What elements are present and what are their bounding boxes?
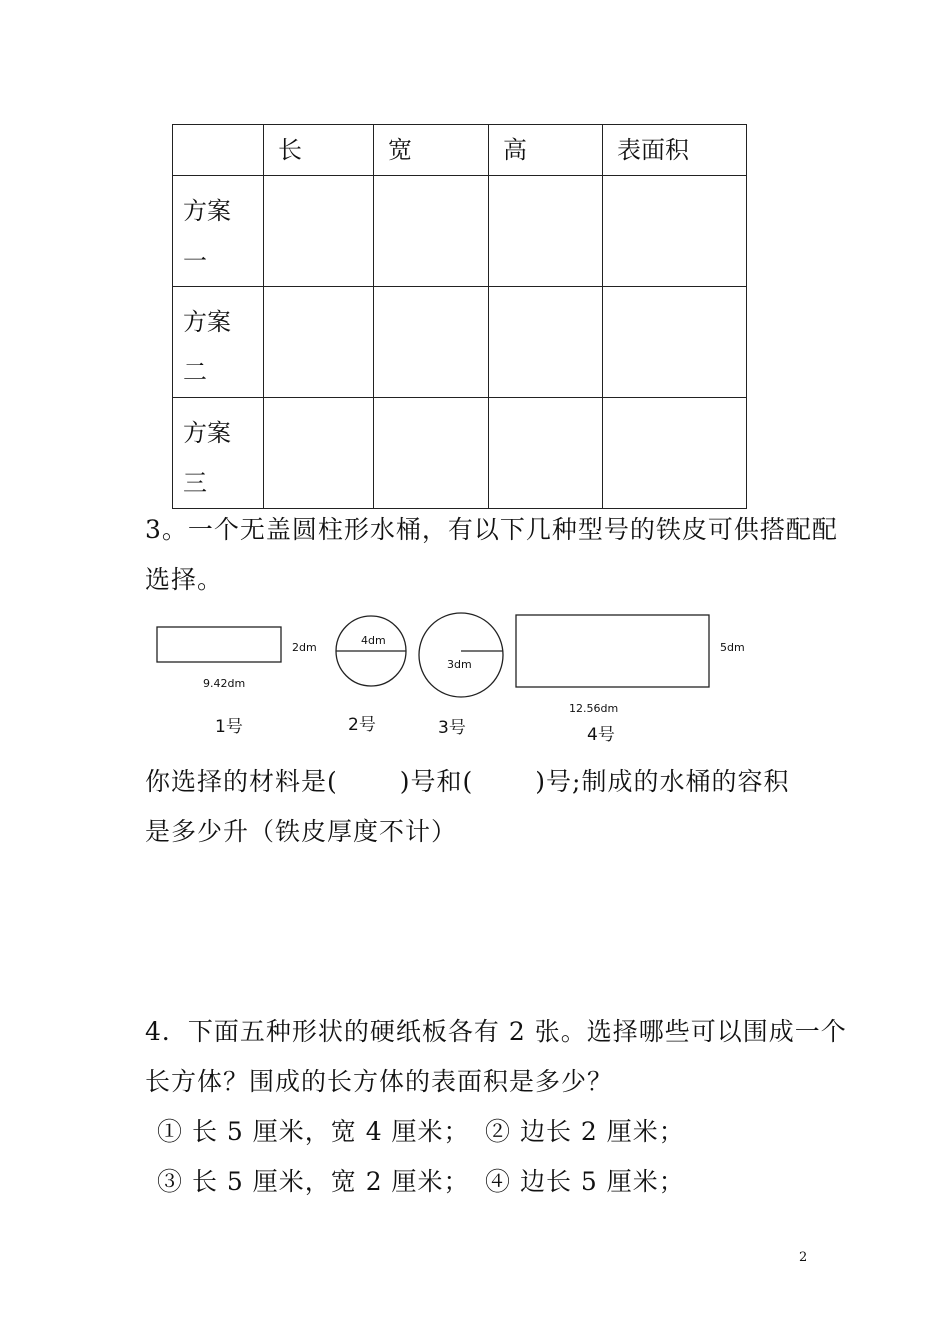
table-cell	[603, 287, 747, 398]
table-header-cell: 长	[264, 125, 374, 176]
table-cell	[374, 398, 489, 509]
shape1-height-label: 2dm	[292, 641, 317, 654]
table-cell	[374, 287, 489, 398]
shape1-number-label: 1号	[215, 717, 243, 737]
shape4-number-label: 4号	[587, 725, 615, 745]
q4-option-3: ③ 长 5 厘米，宽 2 厘米；	[157, 1167, 470, 1196]
q4-option-2: ② 边长 2 厘米；	[485, 1117, 685, 1146]
plan-table	[172, 124, 747, 509]
row-label: 方案 二	[173, 287, 264, 398]
shape1-width-label: 9.42dm	[203, 677, 246, 690]
q4-option-4: ④ 边长 5 厘米；	[485, 1167, 685, 1196]
shape4-rect	[516, 615, 709, 687]
table-cell	[264, 287, 374, 398]
q3-text-line1: 3。一个无盖圆柱形水桶，有以下几种型号的铁皮可供搭配配	[145, 515, 838, 544]
table-cell	[603, 398, 747, 509]
table-row	[173, 398, 747, 509]
shape2-number-label: 2号	[348, 715, 376, 735]
shape3-radius-label: 3dm	[447, 658, 472, 671]
table-cell	[489, 398, 603, 509]
table-header-row	[173, 125, 747, 176]
q4-option-1: ① 长 5 厘米，宽 4 厘米；	[157, 1117, 470, 1146]
table-cell	[264, 398, 374, 509]
q4-text-line1: 4．下面五种形状的硬纸板各有 2 张。选择哪些可以围成一个	[145, 1017, 847, 1046]
q3-answer-line1: 你选择的材料是( )号和( )号;制成的水桶的容积	[145, 767, 790, 796]
shape1-rect	[157, 627, 281, 662]
sheet-figures	[0, 600, 950, 750]
table-cell	[264, 176, 374, 287]
table-cell	[489, 176, 603, 287]
q3-text-line2: 选择。	[145, 565, 224, 594]
table-header-cell	[173, 125, 264, 176]
row-label: 方案 一	[173, 176, 264, 287]
table-cell	[603, 176, 747, 287]
shape3-circle	[419, 613, 503, 697]
page-number: 2	[799, 1250, 808, 1265]
shape3-number-label: 3号	[438, 718, 466, 738]
q4-text-line2: 长方体？围成的长方体的表面积是多少？	[145, 1067, 614, 1096]
row-label: 方案 三	[173, 398, 264, 509]
table-header-cell: 表面积	[603, 125, 747, 176]
table-cell	[489, 287, 603, 398]
table-row	[173, 176, 747, 287]
table-row	[173, 287, 747, 398]
shape2-diameter-label: 4dm	[361, 634, 386, 647]
table-cell	[374, 176, 489, 287]
shape4-width-label: 12.56dm	[569, 702, 619, 715]
table-header-cell: 宽	[374, 125, 489, 176]
q3-answer-line2: 是多少升（铁皮厚度不计）	[145, 817, 458, 846]
shape4-height-label: 5dm	[720, 641, 745, 654]
table-header-cell: 高	[489, 125, 603, 176]
